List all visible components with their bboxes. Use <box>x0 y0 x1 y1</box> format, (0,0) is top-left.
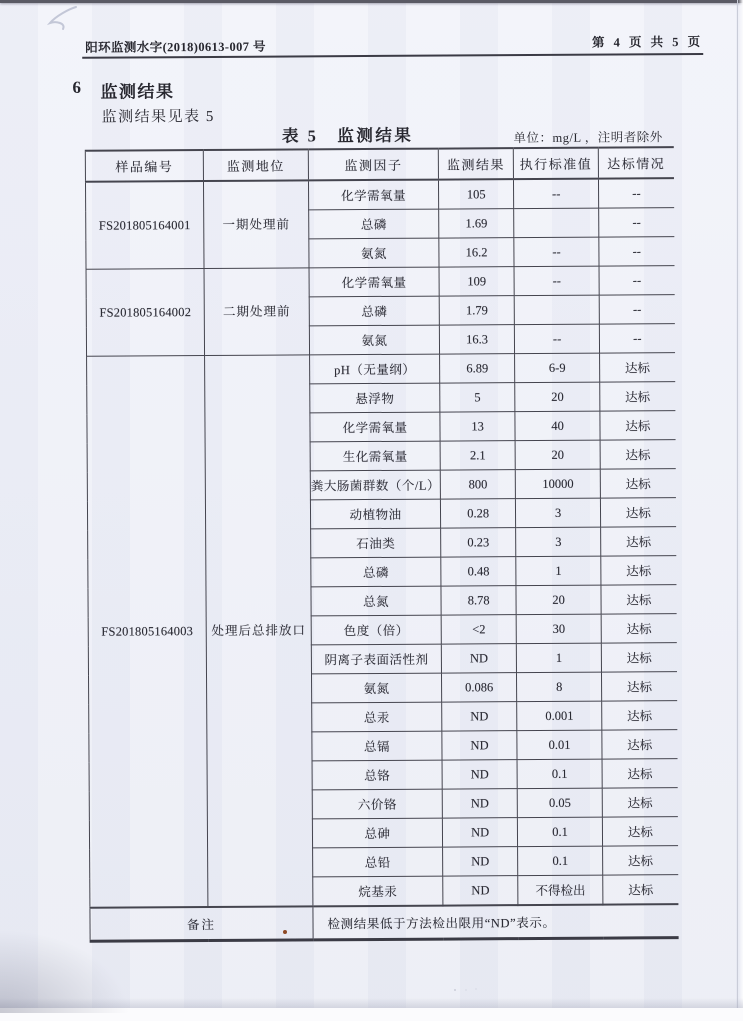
status-cell: -- <box>599 208 674 237</box>
standard-cell: 1 <box>516 643 601 673</box>
result-cell: 16.3 <box>439 325 514 354</box>
column-header-sample-id: 样品编号 <box>85 150 203 182</box>
factor-cell: 悬浮物 <box>310 383 440 413</box>
standard-cell: 20 <box>515 382 600 412</box>
result-cell: 0.086 <box>442 673 517 702</box>
result-cell: 1.69 <box>439 209 514 238</box>
section-subtext: 监测结果见表 5 <box>101 108 215 126</box>
factor-cell: 总磷 <box>309 209 439 239</box>
status-cell: 达标 <box>600 382 675 411</box>
status-cell: 达标 <box>602 759 677 788</box>
standard-cell: -- <box>514 237 599 267</box>
remark-text: 检测结果低于方法检出限用“ND”表示。 <box>313 904 678 940</box>
scan-speckles <box>452 988 478 992</box>
result-cell: 800 <box>440 470 515 499</box>
result-cell: ND <box>443 847 518 876</box>
factor-cell: 动植物油 <box>310 499 440 529</box>
results-table-body <box>85 178 678 908</box>
standard-cell: 8 <box>517 672 602 702</box>
result-cell: 5 <box>440 383 515 412</box>
result-cell: 105 <box>439 179 514 209</box>
status-cell: 达标 <box>601 527 676 556</box>
table-row <box>86 266 674 299</box>
status-cell: -- <box>599 324 674 353</box>
status-cell: 达标 <box>603 875 678 905</box>
result-cell: 2.1 <box>440 441 515 470</box>
status-cell: 达标 <box>601 614 676 643</box>
results-table-header <box>85 147 673 182</box>
section-title: 监测结果 <box>100 82 175 102</box>
result-cell: 0.23 <box>441 528 516 557</box>
status-cell: -- <box>599 237 674 266</box>
factor-cell: 氨氮 <box>309 325 439 355</box>
factor-cell: 总汞 <box>312 702 442 732</box>
status-cell: 达标 <box>603 846 678 875</box>
factor-cell: 六价铬 <box>312 789 442 819</box>
sample-id-cell: FS201805164001 <box>85 181 204 269</box>
standard-cell: 6-9 <box>515 353 600 383</box>
column-header-status: 达标情况 <box>598 147 673 178</box>
factor-cell: 总铬 <box>312 760 442 790</box>
status-cell: -- <box>599 266 674 295</box>
scan-corner-shadow <box>0 923 140 1013</box>
status-cell: 达标 <box>601 498 676 527</box>
result-cell: 109 <box>439 267 514 296</box>
standard-cell: 0.01 <box>517 730 602 760</box>
column-header-factor: 监测因子 <box>308 149 438 181</box>
result-cell: 8.78 <box>441 586 516 615</box>
factor-cell: pH（无量纲） <box>310 354 440 384</box>
factor-cell: 粪大肠菌群数（个/L） <box>310 470 440 500</box>
standard-cell <box>514 295 599 325</box>
result-cell: ND <box>442 818 517 847</box>
result-cell: ND <box>442 731 517 760</box>
scan-edge-top <box>0 0 743 3</box>
sample-id-cell: FS201805164002 <box>86 269 205 357</box>
standard-cell: 10000 <box>515 469 600 499</box>
standard-cell: 0.1 <box>517 817 602 847</box>
factor-cell: 总磷 <box>311 557 441 587</box>
status-cell: 达标 <box>600 469 675 498</box>
standard-cell: -- <box>514 324 599 354</box>
column-header-standard: 执行标准值 <box>513 148 598 180</box>
scan-edge-right <box>738 0 743 1021</box>
unit-note: 单位：mg/L ，注明者除外 <box>513 130 663 146</box>
factor-cell: 烷基汞 <box>313 876 443 906</box>
result-cell: 16.2 <box>439 238 514 267</box>
result-cell: ND <box>443 876 518 906</box>
column-header-result: 监测结果 <box>438 148 513 179</box>
location-cell: 处理后总排放口 <box>205 355 313 907</box>
result-cell: 0.48 <box>441 557 516 586</box>
document-number: 阳环监测水字(2018)0613-007 号 <box>85 39 266 55</box>
factor-cell: 氨氮 <box>311 673 441 703</box>
factor-cell: 总铅 <box>313 847 443 877</box>
result-cell: 1.79 <box>439 296 514 325</box>
standard-cell: 0.1 <box>517 759 602 789</box>
factor-cell: 总镉 <box>312 731 442 761</box>
result-cell: 6.89 <box>440 354 515 383</box>
standard-cell: 不得检出 <box>518 875 603 905</box>
status-cell: 达标 <box>600 440 675 469</box>
standard-cell: 0.001 <box>517 701 602 731</box>
status-cell: 达标 <box>601 556 676 585</box>
location-cell: 一期处理前 <box>203 180 309 268</box>
header-row <box>85 147 673 182</box>
factor-cell: 氨氮 <box>309 238 439 268</box>
standard-cell: 3 <box>516 527 601 557</box>
factor-cell: 总砷 <box>312 818 442 848</box>
status-cell: 达标 <box>602 701 677 730</box>
status-cell: 达标 <box>602 817 677 846</box>
status-cell: 达标 <box>602 788 677 817</box>
standard-cell: 1 <box>516 556 601 586</box>
standard-cell: 3 <box>516 498 601 528</box>
pencil-mark <box>36 2 82 44</box>
standard-cell: 40 <box>515 411 600 441</box>
factor-cell: 总磷 <box>309 296 439 326</box>
table-row <box>87 353 675 386</box>
standard-cell: 20 <box>516 585 601 615</box>
status-cell: 达标 <box>600 411 675 440</box>
column-header-location: 监测地位 <box>203 149 308 181</box>
section-heading <box>72 77 174 103</box>
standard-cell: 20 <box>515 440 600 470</box>
status-cell: 达标 <box>602 672 677 701</box>
factor-cell: 总氮 <box>311 586 441 616</box>
sample-id-cell: FS201805164003 <box>87 356 208 908</box>
remark-label: 备注 <box>90 906 313 941</box>
results-table-footer <box>90 904 678 941</box>
status-cell: 达标 <box>601 643 676 672</box>
result-cell: ND <box>442 702 517 731</box>
factor-cell: 生化需氧量 <box>310 441 440 471</box>
standard-cell <box>514 208 599 238</box>
page-number-info: 第 4 页 共 5 页 <box>591 34 704 50</box>
table-title: 表 5 监测结果 <box>281 125 414 146</box>
factor-cell: 化学需氧量 <box>309 267 439 297</box>
table-row <box>85 178 673 211</box>
standard-cell: 0.1 <box>518 846 603 876</box>
factor-cell: 色度（倍） <box>311 615 441 645</box>
factor-cell: 阴离子表面活性剂 <box>311 644 441 674</box>
result-cell: 0.28 <box>441 499 516 528</box>
ink-speck <box>283 930 287 934</box>
factor-cell: 石油类 <box>311 528 441 558</box>
factor-cell: 化学需氧量 <box>308 180 438 210</box>
factor-cell: 化学需氧量 <box>310 412 440 442</box>
standard-cell: -- <box>514 179 599 209</box>
remark-row <box>90 904 678 941</box>
standard-cell: 0.05 <box>517 788 602 818</box>
results-table <box>85 146 678 943</box>
section-number: 6 <box>72 77 83 97</box>
result-cell: 13 <box>440 412 515 441</box>
location-cell: 二期处理前 <box>204 268 310 356</box>
status-cell: -- <box>599 295 674 324</box>
standard-cell: 30 <box>516 614 601 644</box>
result-cell: ND <box>441 644 516 673</box>
result-cell: ND <box>442 760 517 789</box>
status-cell: -- <box>599 178 674 208</box>
status-cell: 达标 <box>600 353 675 382</box>
standard-cell: -- <box>514 266 599 296</box>
result-cell: <2 <box>441 615 516 644</box>
status-cell: 达标 <box>601 585 676 614</box>
status-cell: 达标 <box>602 730 677 759</box>
result-cell: ND <box>442 789 517 818</box>
